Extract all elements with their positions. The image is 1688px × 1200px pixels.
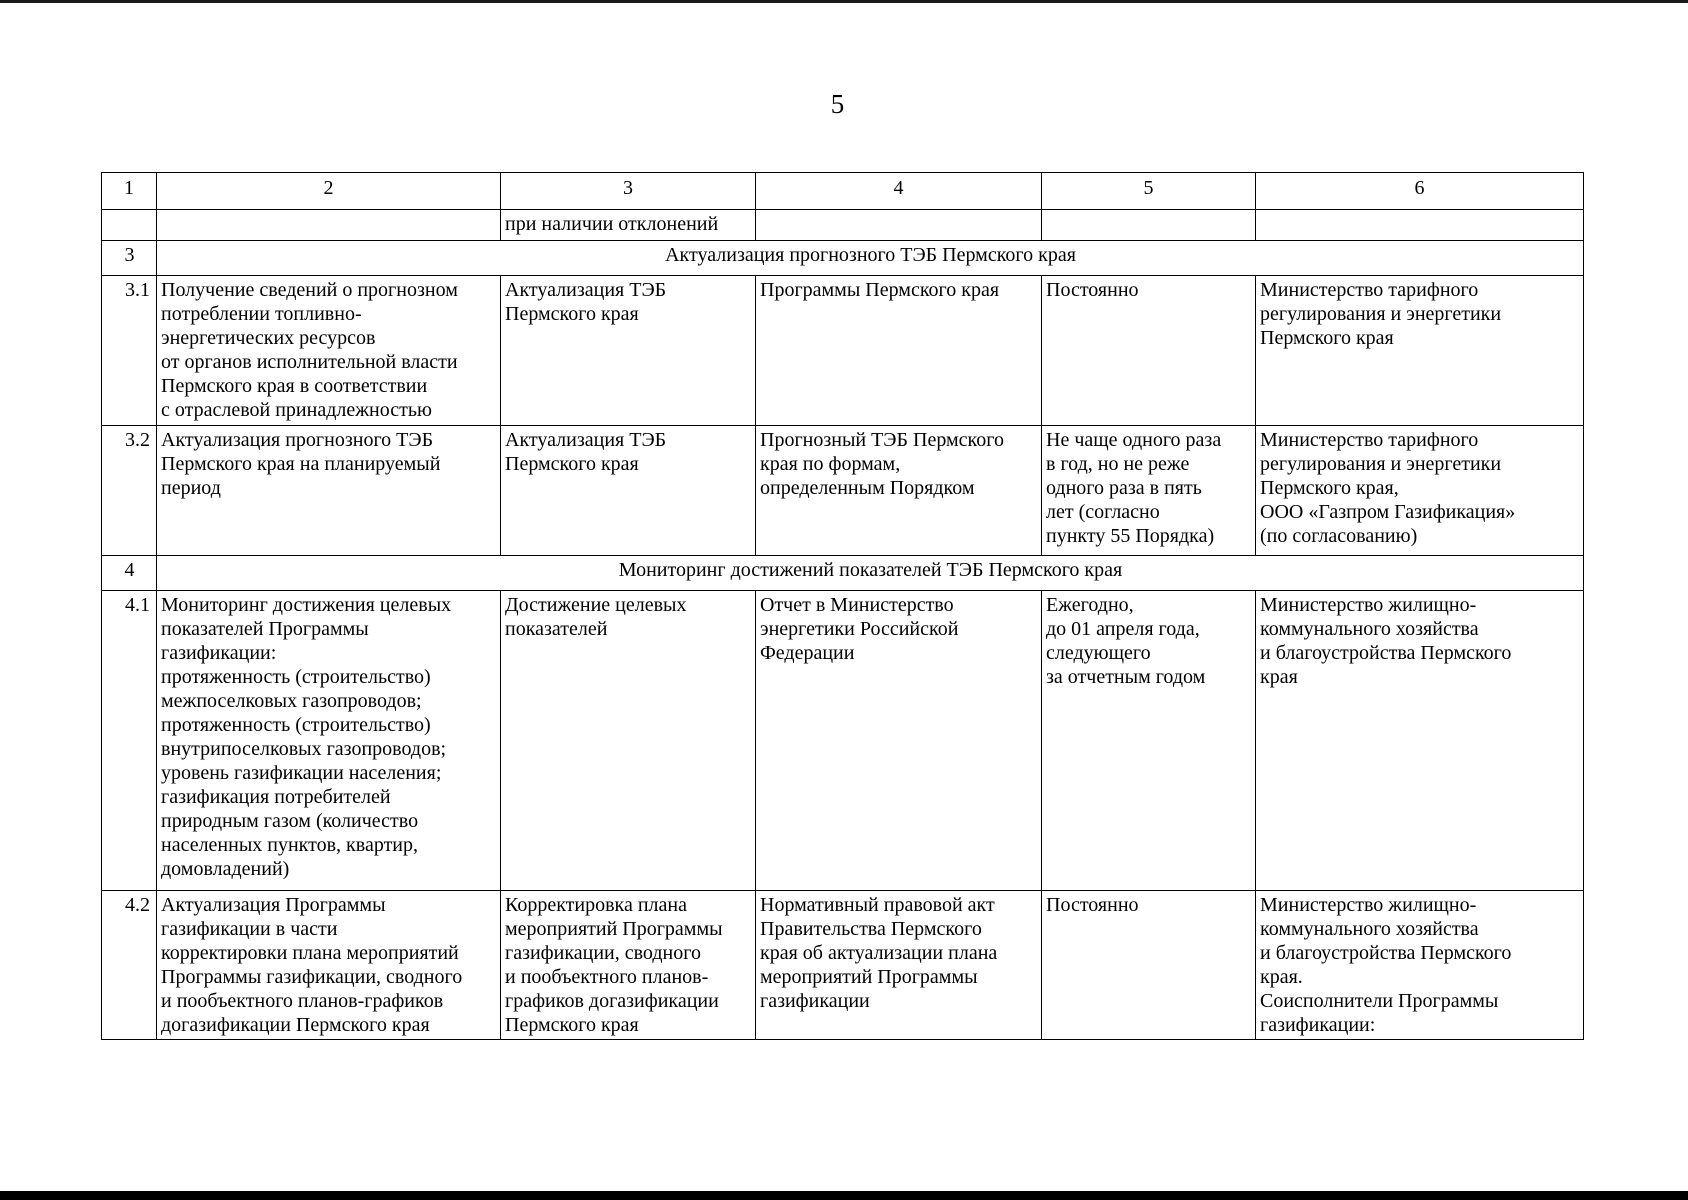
section-row-3 — [102, 241, 1584, 276]
cell-responsible — [1256, 210, 1584, 241]
cell-deadline: Не чаще одного раза в год, но не реже одного раза в пять лет (согласно пункту 55 Порядка) — [1042, 426, 1256, 556]
cell-document — [756, 210, 1042, 241]
header-cell: 1 — [102, 173, 157, 210]
header-cell: 2 — [157, 173, 501, 210]
section-title: Мониторинг достижений показателей ТЭБ Пермского края — [157, 556, 1584, 591]
cell-deadline — [1042, 210, 1256, 241]
header-cell: 6 — [1256, 173, 1584, 210]
cell-responsible: Министерство тарифного регулирования и энергетики Пермского края, ООО «Газпром Газификация» (по согласованию) — [1256, 426, 1584, 556]
cell-document: Прогнозный ТЭБ Пермского края по формам, определенным Порядком — [756, 426, 1042, 556]
cell-document: Отчет в Министерство энергетики Российской Федерации — [756, 591, 1042, 891]
cell-responsible: Министерство тарифного регулирования и энергетики Пермского края — [1256, 276, 1584, 426]
scan-bottom-edge — [0, 1191, 1688, 1200]
header-cell: 3 — [501, 173, 756, 210]
cell-deadline: Постоянно — [1042, 891, 1256, 1040]
row-number: 3.2 — [102, 426, 157, 556]
table-row-4-2 — [102, 891, 1584, 1040]
page-number: 5 — [830, 89, 845, 119]
cell-action: Актуализация Программы газификации в части корректировки плана мероприятий Программы газификации, сводного и пообъектного планов-графиков догазификации Пермского края — [157, 891, 501, 1040]
table-row-3-2 — [102, 426, 1584, 556]
scan-top-edge — [0, 0, 1688, 3]
table-header-row — [102, 173, 1584, 210]
cell-result: при наличии отклонений — [501, 210, 756, 241]
cell-document: Программы Пермского края — [756, 276, 1042, 426]
cell-deadline: Постоянно — [1042, 276, 1256, 426]
header-cell: 5 — [1042, 173, 1256, 210]
section-row-4 — [102, 556, 1584, 591]
header-cell: 4 — [756, 173, 1042, 210]
cell-document: Нормативный правовой акт Правительства Пермского края об актуализации плана мероприятий Программы газификации — [756, 891, 1042, 1040]
cell-action: Мониторинг достижения целевых показателей Программы газификации: протяженность (строительство) межпоселковых газопроводов; протяженность (строительство) внутрипоселковых газопроводов; уровень газификации населения; газификация потребителей природным газом (количество населенных пунктов, квартир, домовладений) — [157, 591, 501, 891]
cell-action: Актуализация прогнозного ТЭБ Пермского края на планируемый период — [157, 426, 501, 556]
cell-result: Достижение целевых показателей — [501, 591, 756, 891]
cell-result: Актуализация ТЭБ Пермского края — [501, 426, 756, 556]
row-number: 4.1 — [102, 591, 157, 891]
table-row-continuation — [102, 210, 1584, 241]
cell-action: Получение сведений о прогнозном потреблении топливно- энергетических ресурсов от органов исполнительной власти Пермского края в соответствии с отраслевой принадлежностью — [157, 276, 501, 426]
section-number: 3 — [102, 241, 157, 276]
cell-result: Корректировка плана мероприятий Программы газификации, сводного и пообъектного планов- графиков догазификации Пермского края — [501, 891, 756, 1040]
row-number: 3.1 — [102, 276, 157, 426]
section-title: Актуализация прогнозного ТЭБ Пермского края — [157, 241, 1584, 276]
cell-deadline: Ежегодно, до 01 апреля года, следующего за отчетным годом — [1042, 591, 1256, 891]
cell-result: Актуализация ТЭБ Пермского края — [501, 276, 756, 426]
row-number — [102, 210, 157, 241]
cell-action — [157, 210, 501, 241]
section-number: 4 — [102, 556, 157, 591]
cell-responsible: Министерство жилищно- коммунального хозяйства и благоустройства Пермского края. Соисполнители Программы газификации: — [1256, 891, 1584, 1040]
table-row-4-1 — [102, 591, 1584, 891]
row-number: 4.2 — [102, 891, 157, 1040]
table-row-3-1 — [102, 276, 1584, 426]
measures-table — [101, 172, 1584, 1040]
cell-responsible: Министерство жилищно- коммунального хозяйства и благоустройства Пермского края — [1256, 591, 1584, 891]
